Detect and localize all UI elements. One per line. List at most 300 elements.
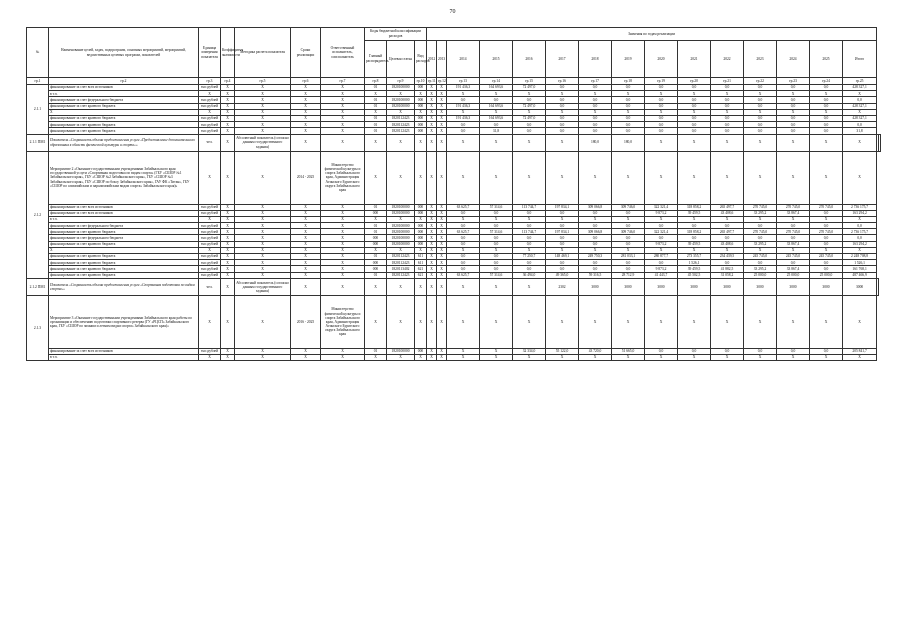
row-name: финансирование за счет федерального бюджета bbox=[49, 97, 199, 103]
row-budget-type: 000 bbox=[415, 204, 427, 210]
row-year-value: Х bbox=[427, 204, 437, 210]
row-year-value: 322 321,4 bbox=[645, 229, 678, 235]
row-budget-article: 1820113402 bbox=[387, 266, 415, 272]
indicator-value: Х bbox=[810, 134, 843, 151]
row-period: Х bbox=[291, 354, 321, 360]
row-year-value: Х bbox=[678, 91, 711, 97]
row-year-value: Х bbox=[427, 229, 437, 235]
row-year-value: Х bbox=[437, 91, 447, 97]
row-year-value: 191 436,3 bbox=[447, 115, 480, 121]
row-executor: Х bbox=[321, 115, 365, 121]
row-year-value: 0,0 bbox=[546, 210, 579, 216]
row-year-value: 0,0 bbox=[480, 260, 513, 266]
measure-name: Мероприятие 2 «Оказание государственными учреждениями Забайкальского края государственной услуги «Спортивная подготовка по видам спорта» (ГБУ «СШОР №1 Забайкальского края», ГБУ «СШОР №2 Забайкальского края», ГБУ «СШОР №3 Забайкальского края», ГБУ «СШОР по боксу Забайкальского края», ГАУ ФК «Титан», ГБУ «СШОР по олимпийским и паралимпийским видам спорта» Забайкальского края)» bbox=[49, 151, 199, 204]
row-name: финансирование за счет краевого бюджета bbox=[49, 103, 199, 109]
indicator-x: Х bbox=[321, 134, 365, 151]
row-year-value: 0,0 bbox=[744, 128, 777, 134]
row-executor: Х bbox=[321, 122, 365, 128]
row-total: 205 841,7 bbox=[843, 348, 877, 354]
row-year-value: 0,0 bbox=[810, 128, 843, 134]
row-coefficient: Х bbox=[221, 260, 235, 266]
row-total: 1 526,1 bbox=[843, 260, 877, 266]
row-year-value: 0,0 bbox=[447, 254, 480, 260]
row-year-value: 0,0 bbox=[777, 348, 810, 354]
row-year-value: 318 858,2 bbox=[678, 204, 711, 210]
row-budget-article: 1820112423 bbox=[387, 115, 415, 121]
row-year-value: 0,0 bbox=[777, 260, 810, 266]
row-year-value: 0,0 bbox=[777, 97, 810, 103]
row-coefficient: Х bbox=[221, 97, 235, 103]
row-budget-article: Х bbox=[387, 91, 415, 97]
row-year-value: 164 693,6 bbox=[480, 115, 513, 121]
row-budget-type: Х bbox=[415, 247, 427, 253]
row-year-value: 309 066,8 bbox=[579, 204, 612, 210]
row-budget-article: 1820112423 bbox=[387, 254, 415, 260]
row-year-value: Х bbox=[480, 354, 513, 360]
row-year-value: Х bbox=[447, 348, 480, 354]
row-budget-admin: 01 bbox=[365, 103, 387, 109]
row-method: Х bbox=[235, 241, 291, 247]
row-budget-type: Х bbox=[415, 216, 427, 222]
row-coefficient: Х bbox=[221, 266, 235, 272]
row-year-value: 0,0 bbox=[810, 223, 843, 229]
row-year-value: 0,0 bbox=[513, 266, 546, 272]
row-budget-article: Х bbox=[387, 247, 415, 253]
row-year-value: 309 746,0 bbox=[612, 204, 645, 210]
row-year-value: Х bbox=[447, 109, 480, 115]
row-budget-article: Х bbox=[387, 216, 415, 222]
measure-x: Х bbox=[777, 151, 810, 204]
measure-x: Х bbox=[777, 295, 810, 348]
row-unit: тыс.рублей bbox=[199, 210, 221, 216]
row-year-value: 0,0 bbox=[513, 128, 546, 134]
row-year-value: 0,0 bbox=[579, 241, 612, 247]
row-year-value: 0,0 bbox=[810, 85, 843, 91]
row-year-value: 0,0 bbox=[645, 223, 678, 229]
row-total: 0,0 bbox=[843, 235, 877, 241]
row-budget-admin: Х bbox=[365, 354, 387, 360]
row-coefficient: Х bbox=[221, 115, 235, 121]
row-year-value: 0,0 bbox=[612, 223, 645, 229]
row-year-value: Х bbox=[437, 85, 447, 91]
row-year-value: Х bbox=[437, 109, 447, 115]
row-year-value: 32 334,0 bbox=[513, 348, 546, 354]
column-number: гр.1 bbox=[27, 78, 49, 85]
row-budget-admin: 01 bbox=[365, 223, 387, 229]
row-year-value: Х bbox=[744, 216, 777, 222]
row-year-value: 191 436,3 bbox=[447, 85, 480, 91]
row-year-value: Х bbox=[480, 216, 513, 222]
row-executor: Х bbox=[321, 85, 365, 91]
row-method: Х bbox=[235, 122, 291, 128]
row-year-value: 309 066,8 bbox=[579, 229, 612, 235]
column-number: гр.8 bbox=[365, 78, 387, 85]
row-year-value: Х bbox=[447, 247, 480, 253]
row-unit: тыс.рублей bbox=[199, 103, 221, 109]
row-budget-admin: 000 bbox=[365, 260, 387, 266]
row-year-value: 0,0 bbox=[513, 260, 546, 266]
program-table bbox=[26, 27, 881, 361]
row-year-value: 25 000,0 bbox=[810, 272, 843, 278]
row-coefficient: Х bbox=[221, 254, 235, 260]
row-unit: Х bbox=[199, 247, 221, 253]
row-year-value: 0,0 bbox=[447, 210, 480, 216]
row-year-value: 0,0 bbox=[480, 241, 513, 247]
column-number: гр.19 bbox=[645, 78, 678, 85]
column-number: гр.13 bbox=[447, 78, 480, 85]
row-year-value: 0,0 bbox=[711, 348, 744, 354]
column-number-row bbox=[27, 78, 881, 85]
row-year-value: 63 625,7 bbox=[447, 229, 480, 235]
row-year-value: Х bbox=[427, 272, 437, 278]
measure-x: Х bbox=[387, 151, 415, 204]
row-year-value: 318 858,2 bbox=[678, 229, 711, 235]
row-total: 487 466,9 bbox=[843, 272, 877, 278]
row-budget-article: 1820100000 bbox=[387, 348, 415, 354]
indicator-x: Х bbox=[321, 278, 365, 295]
row-coefficient: Х bbox=[221, 229, 235, 235]
indicator-value: 3000 bbox=[777, 278, 810, 295]
row-name: финансирование за счет краевого бюджета bbox=[49, 122, 199, 128]
row-period: Х bbox=[291, 128, 321, 134]
row-year-value: 43 720,0 bbox=[579, 348, 612, 354]
row-year-value: 0,0 bbox=[810, 115, 843, 121]
row-year-value: Х bbox=[437, 260, 447, 266]
row-year-value: Х bbox=[546, 109, 579, 115]
row-period: Х bbox=[291, 103, 321, 109]
row-year-value: 0,0 bbox=[744, 97, 777, 103]
row-year-value: Х bbox=[427, 260, 437, 266]
row-year-value: 59 316,5 bbox=[579, 272, 612, 278]
page-number: 70 bbox=[449, 9, 456, 15]
row-year-value: 0,0 bbox=[777, 85, 810, 91]
column-number: гр.24 bbox=[810, 78, 843, 85]
row-name: финансирование за счет всех источников bbox=[49, 85, 199, 91]
row-executor: Х bbox=[321, 109, 365, 115]
row-budget-admin: Х bbox=[365, 91, 387, 97]
header-budget-group: Коды бюджетной классификации расходов bbox=[365, 28, 427, 41]
row-year-value: Х bbox=[645, 354, 678, 360]
header-unit: Единица измерения показателя bbox=[199, 28, 221, 78]
column-number: гр.6 bbox=[291, 78, 321, 85]
measure-name: Мероприятие 3 «Оказание государственными учреждениями Забайкальского края работы по организации и обеспечению подготовки спортивного резерва (ГУ «РЦСП» Забайкальского края, ГБУ «СШОР по зимним и летним видам спорта» Забайкальского края)» bbox=[49, 295, 199, 348]
row-year-value: Х bbox=[427, 91, 437, 97]
row-year-value: Х bbox=[437, 103, 447, 109]
row-year-value: 0,0 bbox=[711, 128, 744, 134]
indicator-value: Х bbox=[513, 134, 546, 151]
indicator-coefficient: Х bbox=[221, 134, 235, 151]
row-budget-article: 1820112423 bbox=[387, 128, 415, 134]
row-budget-type: 000 bbox=[415, 241, 427, 247]
row-coefficient: Х bbox=[221, 216, 235, 222]
row-year-value: 0,0 bbox=[777, 103, 810, 109]
row-year-value: Х bbox=[427, 241, 437, 247]
measure-x: Х bbox=[810, 295, 843, 348]
row-year-value: Х bbox=[810, 247, 843, 253]
row-unit: тыс.рублей bbox=[199, 115, 221, 121]
measure-x: Х bbox=[711, 151, 744, 204]
indicator-value: 3000 bbox=[645, 278, 678, 295]
measure-2-row bbox=[27, 151, 881, 204]
row-year-value: 39 459,5 bbox=[678, 241, 711, 247]
row-coefficient: Х bbox=[221, 348, 235, 354]
row-period: Х bbox=[291, 235, 321, 241]
indicator-value: Х bbox=[447, 134, 480, 151]
row-year-value: 1 526,1 bbox=[678, 260, 711, 266]
row-unit: Х bbox=[199, 216, 221, 222]
row-method: Х bbox=[235, 348, 291, 354]
row-year-value: Х bbox=[427, 254, 437, 260]
row-year-value: Х bbox=[437, 115, 447, 121]
row-name: финансирование за счет краевого бюджета bbox=[49, 266, 199, 272]
row-year-value: Х bbox=[711, 91, 744, 97]
row-coefficient: Х bbox=[221, 210, 235, 216]
indicator-value: Х bbox=[480, 278, 513, 295]
row-unit: тыс.рублей bbox=[199, 122, 221, 128]
measure-method: Х bbox=[235, 295, 291, 348]
row-unit: тыс.рублей bbox=[199, 241, 221, 247]
row-year-value: 0,0 bbox=[546, 97, 579, 103]
measure-x: Х bbox=[387, 295, 415, 348]
column-number: гр.22 bbox=[744, 78, 777, 85]
row-unit: тыс.рублей bbox=[199, 260, 221, 266]
row-budget-type: 000 bbox=[415, 128, 427, 134]
row-year-value: Х bbox=[427, 109, 437, 115]
row-total: 163 294,2 bbox=[843, 210, 877, 216]
row-year-value: 0,0 bbox=[744, 103, 777, 109]
row-unit: тыс.рублей bbox=[199, 128, 221, 134]
row-total: 163 294,2 bbox=[843, 241, 877, 247]
header-number: № bbox=[27, 28, 49, 78]
row-year-value: 72 497,0 bbox=[513, 85, 546, 91]
row-year-value: 0,0 bbox=[744, 115, 777, 121]
row-year-value: 0,0 bbox=[480, 97, 513, 103]
row-year-value: Х bbox=[810, 91, 843, 97]
row-year-value: 0,0 bbox=[810, 348, 843, 354]
row-budget-article: 1820100000 bbox=[387, 103, 415, 109]
row-method: Х bbox=[235, 260, 291, 266]
row-coefficient: Х bbox=[221, 247, 235, 253]
header-year: 2025 bbox=[810, 41, 843, 78]
row-year-value: 270 745,0 bbox=[777, 204, 810, 210]
row-year-value: 63 625,7 bbox=[447, 204, 480, 210]
program-table-sheet bbox=[26, 27, 881, 361]
row-year-value: Х bbox=[810, 109, 843, 115]
row-year-value: Х bbox=[437, 241, 447, 247]
row-year-value: Х bbox=[437, 272, 447, 278]
measure-x: Х bbox=[513, 295, 546, 348]
row-year-value: Х bbox=[427, 122, 437, 128]
row-year-value: 0,0 bbox=[546, 85, 579, 91]
row-executor: Х bbox=[321, 266, 365, 272]
row-period: Х bbox=[291, 266, 321, 272]
row-period: Х bbox=[291, 85, 321, 91]
row-year-value: 33 295,2 bbox=[744, 266, 777, 272]
row-year-value: 0,0 bbox=[744, 122, 777, 128]
row-year-value: Х bbox=[744, 109, 777, 115]
measure-x: Х bbox=[415, 151, 427, 204]
row-year-value: 33 295,2 bbox=[744, 241, 777, 247]
row-coefficient: Х bbox=[221, 235, 235, 241]
row-year-value: Х bbox=[437, 354, 447, 360]
row-year-value: 45 502,5 bbox=[678, 272, 711, 278]
row-year-value: 63 625,7 bbox=[447, 272, 480, 278]
indicator-value: 3000 bbox=[843, 278, 877, 295]
header-total: Итого bbox=[843, 41, 877, 78]
row-year-value: Х bbox=[678, 216, 711, 222]
indicator-total bbox=[877, 278, 879, 295]
row-year-value: 0,0 bbox=[810, 103, 843, 109]
row-year-value: Х bbox=[645, 91, 678, 97]
indicator-code: 2.1.1 ПМ1 bbox=[27, 134, 49, 151]
row-year-value: 0,0 bbox=[612, 122, 645, 128]
row-year-value: 0,0 bbox=[579, 97, 612, 103]
row-budget-admin: 01 bbox=[365, 128, 387, 134]
indicator-coefficient: Х bbox=[221, 278, 235, 295]
row-budget-admin: 000 bbox=[365, 266, 387, 272]
row-year-value: 57 314,6 bbox=[480, 229, 513, 235]
row-budget-admin: 01 bbox=[365, 348, 387, 354]
row-period: Х bbox=[291, 272, 321, 278]
row-total: 161 768,1 bbox=[843, 266, 877, 272]
row-coefficient: Х bbox=[221, 223, 235, 229]
row-year-value: 0,0 bbox=[744, 235, 777, 241]
indicator-value: 3000 bbox=[810, 278, 843, 295]
column-number: гр.2 bbox=[49, 78, 199, 85]
row-year-value: 0,0 bbox=[678, 122, 711, 128]
row-year-value: Х bbox=[777, 216, 810, 222]
row-year-value: Х bbox=[612, 109, 645, 115]
row-period: Х bbox=[291, 229, 321, 235]
row-year-value: 0,0 bbox=[579, 223, 612, 229]
indicator-unit: чел. bbox=[199, 134, 221, 151]
measure-x: Х bbox=[437, 295, 447, 348]
measure-x: Х bbox=[678, 151, 711, 204]
row-year-value: Х bbox=[480, 109, 513, 115]
header-year: 2018 bbox=[579, 41, 612, 78]
measure-executor: Министерство физической культуры и спорта Забайкальского края, Администрация Агинского Бурятского округа Забайкальского края bbox=[321, 295, 365, 348]
row-year-value: 0,0 bbox=[678, 115, 711, 121]
row-executor: Х bbox=[321, 103, 365, 109]
row-year-value: 0,0 bbox=[546, 223, 579, 229]
row-year-value: 281 033,1 bbox=[612, 254, 645, 260]
row-executor: Х bbox=[321, 247, 365, 253]
row-year-value: 25 000,0 bbox=[777, 272, 810, 278]
indicator-value: Х bbox=[711, 134, 744, 151]
row-year-value: Х bbox=[546, 91, 579, 97]
row-year-value: 0,0 bbox=[447, 128, 480, 134]
measure-x: Х bbox=[447, 151, 480, 204]
indicator-value: Х bbox=[513, 278, 546, 295]
row-budget-type: Х bbox=[415, 354, 427, 360]
row-year-value: 0,0 bbox=[447, 223, 480, 229]
row-executor: Х bbox=[321, 223, 365, 229]
measure-method: Х bbox=[235, 151, 291, 204]
column-number: гр.11 bbox=[428, 78, 436, 83]
row-executor: Х bbox=[321, 235, 365, 241]
row-budget-article: 1820100000 bbox=[387, 223, 415, 229]
row-budget-type: 000 bbox=[415, 103, 427, 109]
row-year-value: 0,0 bbox=[678, 223, 711, 229]
row-budget-type: 000 bbox=[415, 210, 427, 216]
row-year-value: Х bbox=[427, 97, 437, 103]
indicator-value: Х bbox=[843, 134, 877, 151]
row-name: финансирование за счет федерального бюджета bbox=[49, 223, 199, 229]
row-year-value: 270 745,0 bbox=[810, 229, 843, 235]
measure-x: Х bbox=[645, 295, 678, 348]
row-budget-admin: Х bbox=[365, 216, 387, 222]
row-year-value: 0,0 bbox=[513, 241, 546, 247]
row-year-value: 0,0 bbox=[513, 122, 546, 128]
row-unit: тыс.рублей bbox=[199, 223, 221, 229]
row-name: в т.ч. bbox=[49, 354, 199, 360]
row-year-value: 0,0 bbox=[546, 260, 579, 266]
row-year-value: 9 873,2 bbox=[645, 241, 678, 247]
row-year-value: Х bbox=[678, 354, 711, 360]
row-year-value: 0,0 bbox=[513, 210, 546, 216]
row-year-value: Х bbox=[513, 109, 546, 115]
indicator-x: Х bbox=[365, 134, 387, 151]
row-year-value: 0,0 bbox=[711, 235, 744, 241]
row-total: 2 736 175,7 bbox=[843, 229, 877, 235]
row-budget-admin: 000 bbox=[365, 241, 387, 247]
row-name: финансирование за счет краевого бюджета bbox=[49, 128, 199, 134]
row-budget-admin: 01 bbox=[365, 272, 387, 278]
row-year-value: 113 744,7 bbox=[513, 229, 546, 235]
row-total: Х bbox=[843, 91, 877, 97]
column-number: гр.7 bbox=[321, 78, 365, 85]
row-year-value: Х bbox=[437, 247, 447, 253]
row-budget-admin: 000 bbox=[365, 210, 387, 216]
row-budget-type: 000 bbox=[415, 97, 427, 103]
row-year-value: 0,0 bbox=[579, 210, 612, 216]
row-unit: тыс.рублей bbox=[199, 272, 221, 278]
row-year-value: Х bbox=[437, 216, 447, 222]
row-executor: Х bbox=[321, 97, 365, 103]
row-year-value: 234 439,5 bbox=[711, 254, 744, 260]
row-year-value: Х bbox=[437, 235, 447, 241]
row-year-value: 245 745,0 bbox=[744, 254, 777, 260]
row-year-value: Х bbox=[480, 247, 513, 253]
row-year-value: Х bbox=[546, 354, 579, 360]
section-code: 2.1.1 bbox=[27, 85, 49, 135]
row-year-value: 72 497,0 bbox=[513, 115, 546, 121]
row-method: Х bbox=[235, 128, 291, 134]
section-code: 2.1.2 bbox=[27, 151, 49, 278]
row-year-value: 0,0 bbox=[612, 260, 645, 266]
measure-x: Х bbox=[365, 151, 387, 204]
indicator-value: 180,0 bbox=[612, 134, 645, 151]
row-total: 428 327,1 bbox=[843, 115, 877, 121]
row-budget-article: 1820100000 bbox=[387, 204, 415, 210]
column-number: гр.14 bbox=[480, 78, 513, 85]
row-year-value: 0,0 bbox=[744, 348, 777, 354]
row-executor: Х bbox=[321, 348, 365, 354]
indicator-x: Х bbox=[291, 278, 321, 295]
row-year-value: 0,0 bbox=[513, 235, 546, 241]
header-budget-col: Целевая статья bbox=[387, 41, 415, 78]
row-name: финансирование за счет всех источников bbox=[49, 204, 199, 210]
row-year-value: 0,0 bbox=[579, 260, 612, 266]
row-year-value: 51 665,0 bbox=[612, 348, 645, 354]
row-year-value: Х bbox=[427, 266, 437, 272]
row-total: Х bbox=[843, 216, 877, 222]
row-year-value: Х bbox=[810, 216, 843, 222]
measure-3-row bbox=[27, 295, 881, 348]
row-year-value: 0,0 bbox=[777, 128, 810, 134]
row-year-value: 0,0 bbox=[546, 128, 579, 134]
row-year-value: 41 443,7 bbox=[645, 272, 678, 278]
